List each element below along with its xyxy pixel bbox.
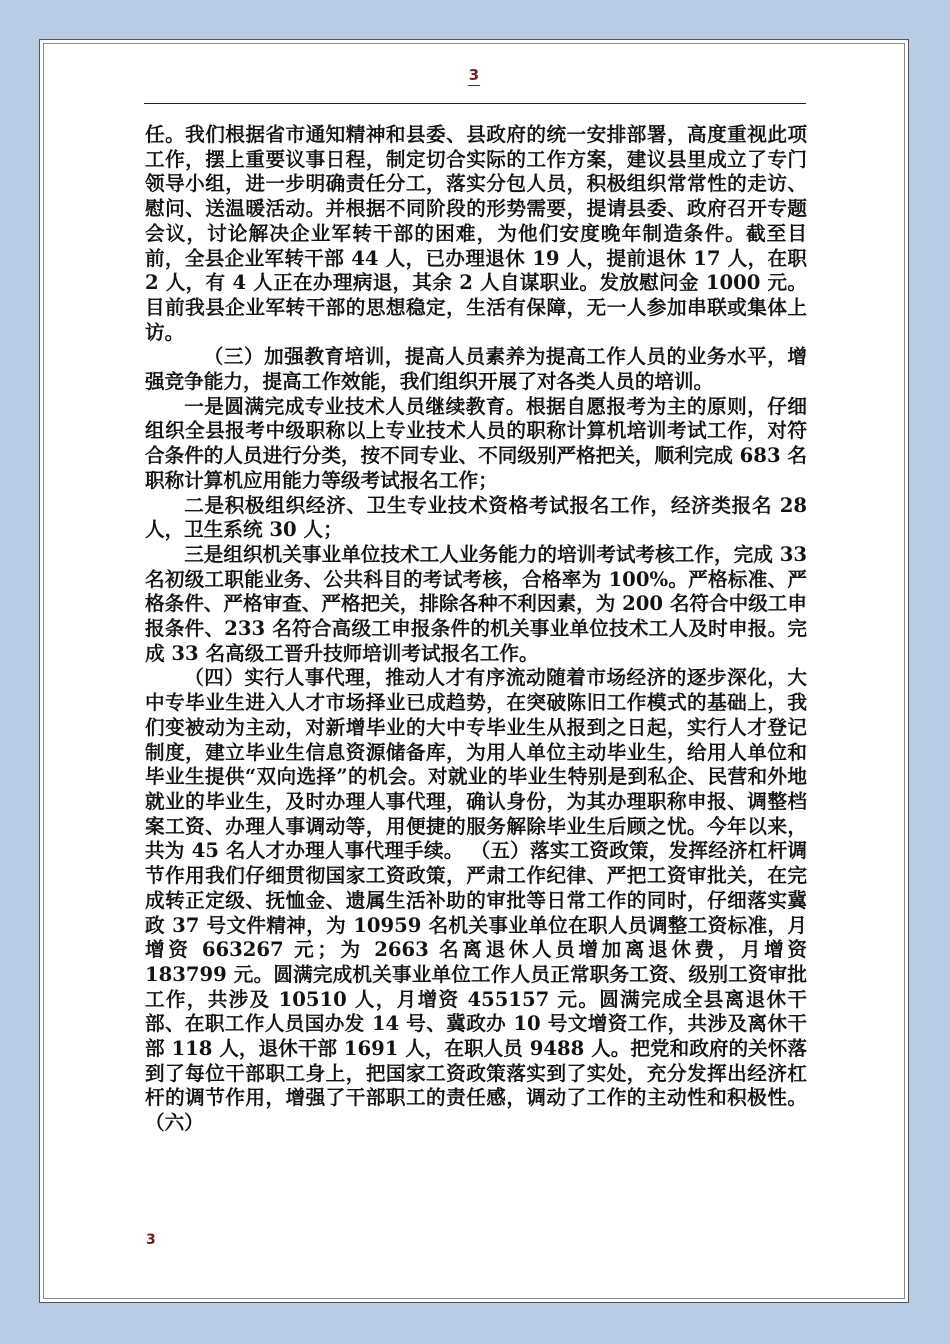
footer-page-number: 3 [146, 1232, 156, 1248]
header-page-number-text: 3 [468, 66, 480, 84]
paragraph-item-2: 二是积极组织经济、卫生专业技术资格考试报名工作，经济类报名 28 人，卫生系统 30 人； [145, 493, 807, 542]
document-body [145, 123, 807, 1136]
document-page [39, 39, 909, 1303]
header-page-number [40, 66, 908, 84]
paragraph-continuation: 任。我们根据省市通知精神和县委、县政府的统一安排部署，高度重视此项工作，摆上重要议事日程，制定切合实际的工作方案，建议县里成立了专门领导小组，进一步明确责任分工，落实分包人员，积极组织常常性的走访、慰问、送温暖活动。并根据不同阶段的形势需要，提请县委、政府召开专题会议，讨论解决企业军转干部的困难，为他们安度晚年制造条件。截至目前，全县企业军转干部 44 人，已办理退休 19 人，提前退休 17 人，在职 2 人，有 4 人正在办理病退，其余 2 人自谋职业。发放慰问金 1000 元。目前我县企业军转干部的思想稳定，生活有保障，无一人参加串联或集体上访。 [145, 123, 807, 344]
paragraph-section-4-5: （四）实行人事代理，推动人才有序流动随着市场经济的逐步深化，大中专毕业生进入人才市场择业已成趋势，在突破陈旧工作模式的基础上，我们变被动为主动，对新增毕业的大中专毕业生从报到之日起，实行人才登记制度，建立毕业生信息资源储备库，为用人单位主动毕业生，给用人单位和毕业生提供“双向选择”的机会。对就业的毕业生特别是到私企、民营和外地就业的毕业生，及时办理人事代理，确认身份，为其办理职称申报、调整档案工资、办理人事调动等，用便捷的服务解除毕业生后顾之忧。今年以来，共为 45 名人才办理人事代理手续。 （五）落实工资政策，发挥经济杠杆调节作用我们仔细贯彻国家工资政策，严肃工作纪律、严把工资审批关，在完成转正定级、抚恤金、遗属生活补助的审批等日常工作的同时，仔细落实冀政 37 号文件精神，为 10959 名机关事业单位在职人员调整工资标准，月增资 663267 元；为 2663 名离退休人员增加离退休费，月增资 183799 元。圆满完成机关事业单位工作人员正常职务工资、级别工资审批工作，共涉及 10510 人，月增资 455157 元。圆满完成全县离退休干部、在职工作人员国办发 14 号、冀政办 10 号文增资工作，共涉及离休干部 118 人，退休干部 1691 人，在职人员 9488 人。把党和政府的关怀落到了每位干部职工身上，把国家工资政策落实到了实处，充分发挥出经济杠杆的调节作用，增强了干部职工的责任感，调动了工作的主动性和积极性。 （六） [145, 666, 807, 1135]
header-divider [144, 103, 806, 104]
paragraph-section-3-heading: （三）加强教育培训，提高人员素养为提高工作人员的业务水平，增强竞争能力，提高工作效能，我们组织开展了对各类人员的培训。 [145, 345, 807, 394]
paragraph-item-1: 一是圆满完成专业技术人员继续教育。根据自愿报考为主的原则，仔细组织全县报考中级职称以上专业技术人员的职称计算机培训考试工作，对符合条件的人员进行分类，按不同专业、不同级别严格把关，顺利完成 683 名职称计算机应用能力等级考试报名工作； [145, 394, 807, 492]
paragraph-item-3: 三是组织机关事业单位技术工人业务能力的培训考试考核工作，完成 33 名初级工职能业务、公共科目的考试考核，合格率为 100%。严格标准、严格条件、严格审查、严格把关，排除各种不利因素，为 200 名符合中级工申报条件、233 名符合高级工申报条件的机关事业单位技术工人及时申报。完成 33 名高级工晋升技师培训考试报名工作。 [145, 542, 807, 665]
